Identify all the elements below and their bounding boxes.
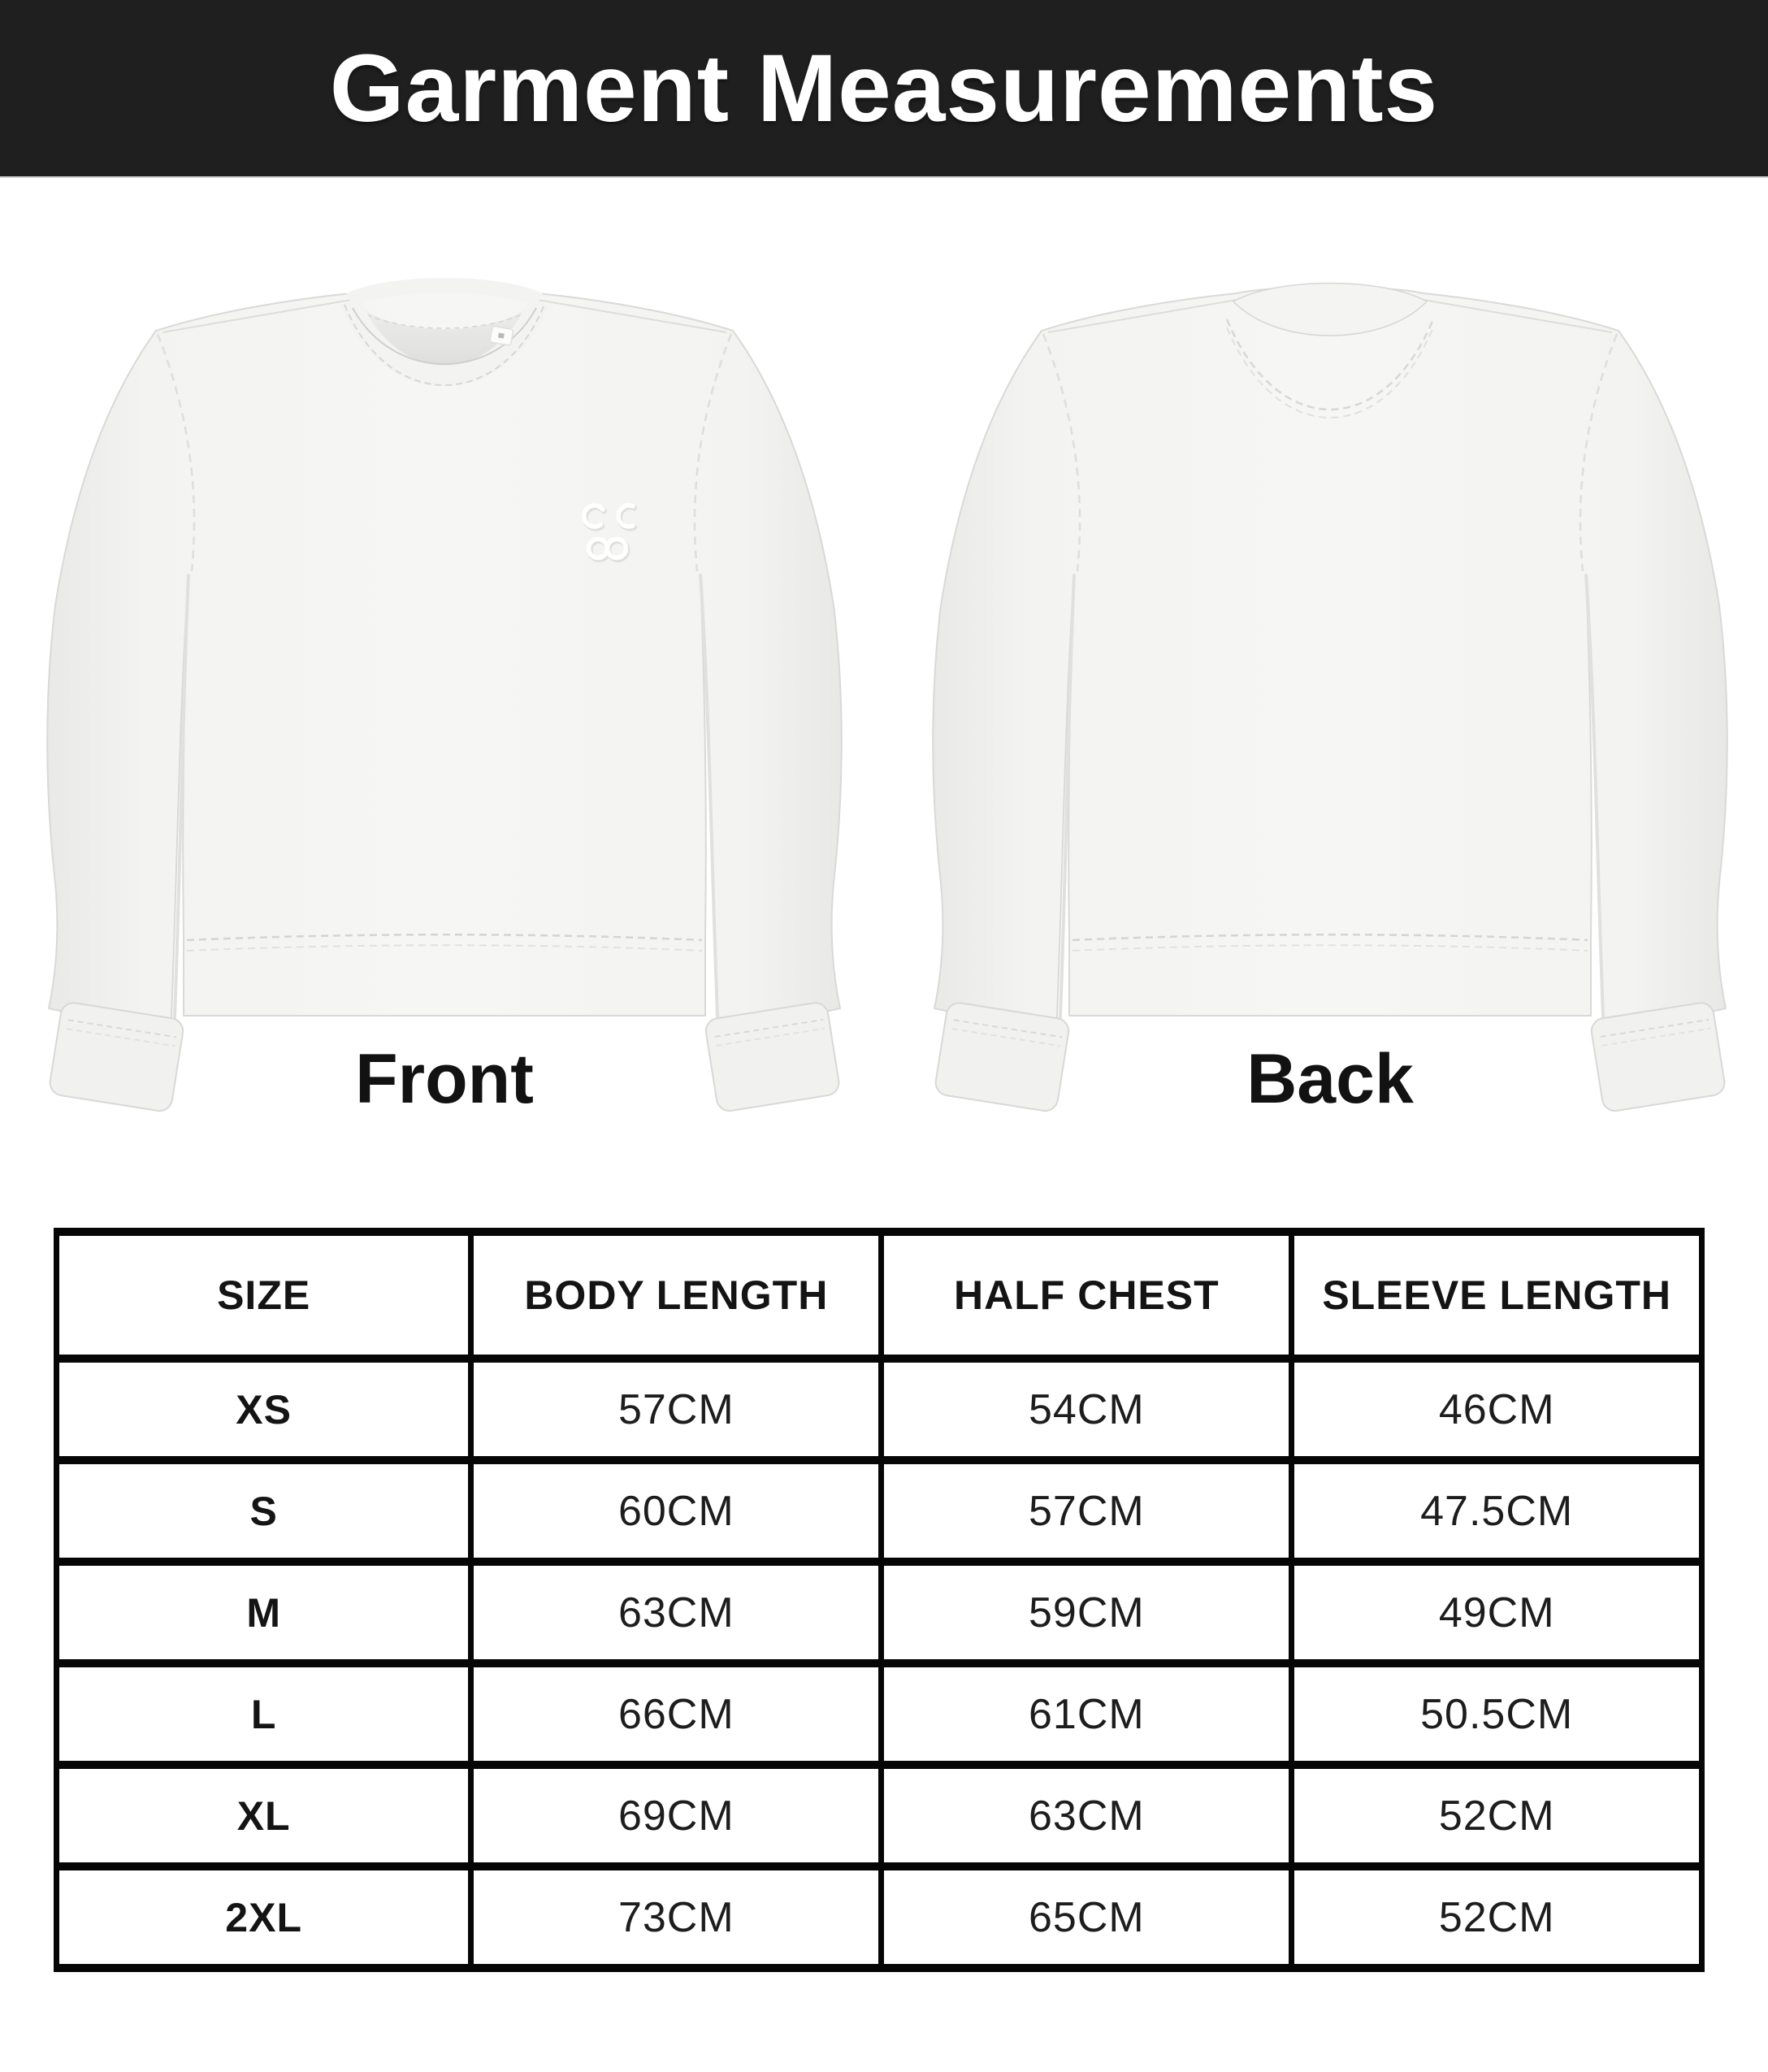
size-label: XL <box>57 1765 471 1866</box>
table-row <box>57 1663 1702 1765</box>
size-tab <box>490 326 514 345</box>
size-label: 2XL <box>57 1866 471 1968</box>
column-header-half-chest: HALF CHEST <box>882 1232 1292 1359</box>
half-chest-value: 54CM <box>882 1359 1292 1460</box>
body-length-value: 63CM <box>471 1562 882 1663</box>
sweatshirt-back-svg <box>920 223 1740 1117</box>
table-header-row <box>57 1232 1702 1359</box>
sleeve-length-value: 52CM <box>1292 1765 1702 1866</box>
size-label: L <box>57 1663 471 1765</box>
half-chest-value: 63CM <box>882 1765 1292 1866</box>
sleeve-length-value: 47.5CM <box>1292 1460 1702 1562</box>
page-title: Garment Measurements <box>329 34 1439 142</box>
sweatshirt-front-image <box>34 223 855 1117</box>
table-row <box>57 1765 1702 1866</box>
column-header-size: SIZE <box>57 1232 471 1359</box>
measurements-table <box>54 1228 1705 1972</box>
column-header-body-length: BODY LENGTH <box>471 1232 882 1359</box>
body-length-value: 57CM <box>471 1359 882 1460</box>
sleeve-length-value: 52CM <box>1292 1866 1702 1968</box>
size-label: S <box>57 1460 471 1562</box>
front-body <box>47 288 842 1037</box>
size-label: XS <box>57 1359 471 1460</box>
table-row <box>57 1460 1702 1562</box>
half-chest-value: 57CM <box>882 1460 1292 1562</box>
body-length-value: 73CM <box>471 1866 882 1968</box>
half-chest-value: 65CM <box>882 1866 1292 1968</box>
header-bar <box>0 0 1768 178</box>
body-length-value: 60CM <box>471 1460 882 1562</box>
back-label: Back <box>1246 1040 1414 1118</box>
sleeve-length-value: 46CM <box>1292 1359 1702 1460</box>
sweatshirt-back-image <box>920 223 1740 1117</box>
column-header-sleeve-length: SLEEVE LENGTH <box>1292 1232 1702 1359</box>
body-length-value: 66CM <box>471 1663 882 1765</box>
half-chest-value: 59CM <box>882 1562 1292 1663</box>
table-row <box>57 1359 1702 1460</box>
sleeve-length-value: 50.5CM <box>1292 1663 1702 1765</box>
front-label: Front <box>355 1040 534 1118</box>
body-length-value: 69CM <box>471 1765 882 1866</box>
half-chest-value: 61CM <box>882 1663 1292 1765</box>
back-body <box>933 288 1727 1037</box>
size-label: M <box>57 1562 471 1663</box>
sweatshirt-front-svg <box>34 223 855 1117</box>
sleeve-length-value: 49CM <box>1292 1562 1702 1663</box>
table-row <box>57 1562 1702 1663</box>
table-row <box>57 1866 1702 1968</box>
